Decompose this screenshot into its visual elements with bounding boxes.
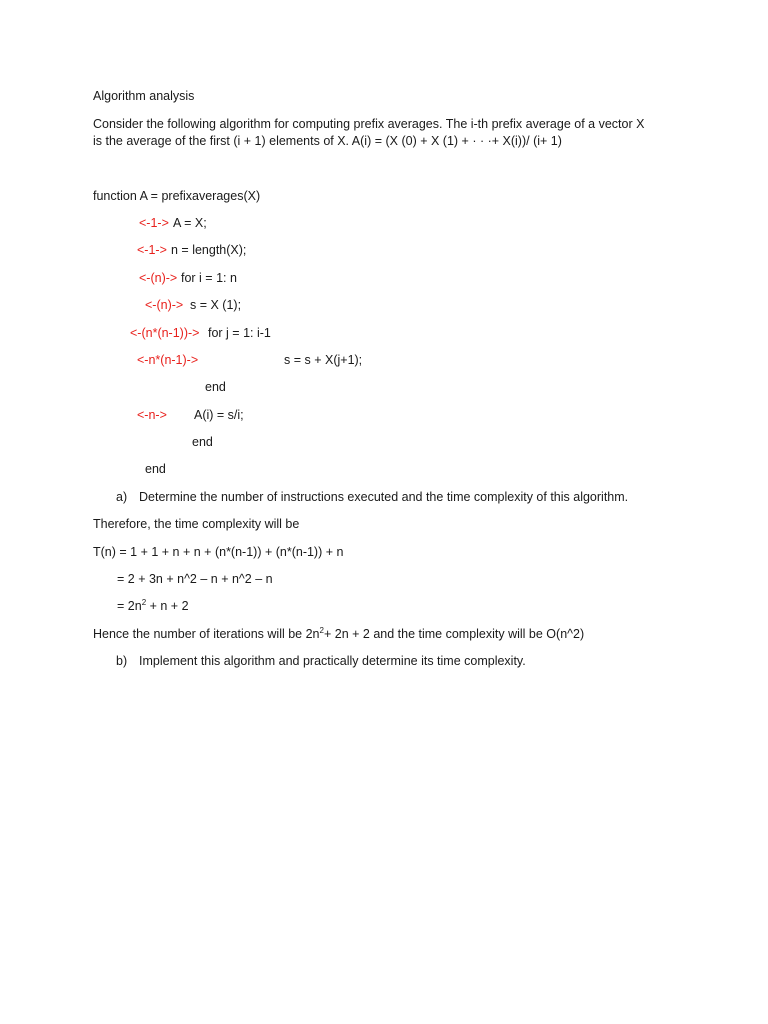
code-statement: for j = 1: i-1 xyxy=(208,326,271,340)
answer-therefore: Therefore, the time complexity will be xyxy=(93,517,300,531)
code-cost-annotation: <-(n*(n-1))-> xyxy=(130,326,200,340)
code-statement: A = X; xyxy=(173,216,207,230)
answer-equation-3: = $2n^2 + n + 2$ xyxy=(117,598,189,613)
question-a-text: Determine the number of instructions executed and the time complexity of this algorithm. xyxy=(139,490,629,504)
code-statement: n = length(X); xyxy=(171,243,247,257)
code-statement: end xyxy=(192,435,213,449)
code-cost-annotation: <-1-> xyxy=(139,216,169,230)
code-cost-annotation: <-1-> xyxy=(137,243,167,257)
code-statement: s = X (1); xyxy=(190,298,242,312)
code-cost-annotation: <-n-> xyxy=(137,408,167,422)
answer-conclusion: Hence the number of iterations will be $2n^2+ 2n + 2$ and the time complexity will be O(n^2) xyxy=(93,626,585,641)
intro-line-2: is the average of the first (i + 1) elements of X. A(i) = (X (0) + X (1) + · · ·+ X(i))/ (i+ 1) xyxy=(93,134,562,148)
code-statement: s = s + X(j+1); xyxy=(284,353,363,367)
code-cost-annotation: <-(n)-> xyxy=(139,271,178,285)
answer-equation-2: = 2 + 3n + n^2 – n + n^2 – n xyxy=(117,572,273,586)
question-a-marker: a) xyxy=(116,490,128,504)
question-b-text: Implement this algorithm and practically determine its time complexity. xyxy=(139,654,526,668)
document-heading: Algorithm analysis xyxy=(93,89,195,103)
question-b-marker: b) xyxy=(116,654,128,668)
intro-line-1: Consider the following algorithm for computing prefix averages. The i-th prefix average of a vector X xyxy=(93,117,645,131)
code-signature: function A = prefixaverages(X) xyxy=(93,189,261,203)
code-statement: A(i) = s/i; xyxy=(194,408,244,422)
code-cost-annotation: <-(n)-> xyxy=(145,298,184,312)
code-statement: for i = 1: n xyxy=(181,271,237,285)
answer-equation-1: T(n) = 1 + 1 + n + n + (n*(n-1)) + (n*(n-1)) + n xyxy=(93,545,344,559)
code-statement: end xyxy=(145,462,166,476)
code-cost-annotation: <-n*(n-1)-> xyxy=(137,353,199,367)
code-statement: end xyxy=(205,380,226,394)
